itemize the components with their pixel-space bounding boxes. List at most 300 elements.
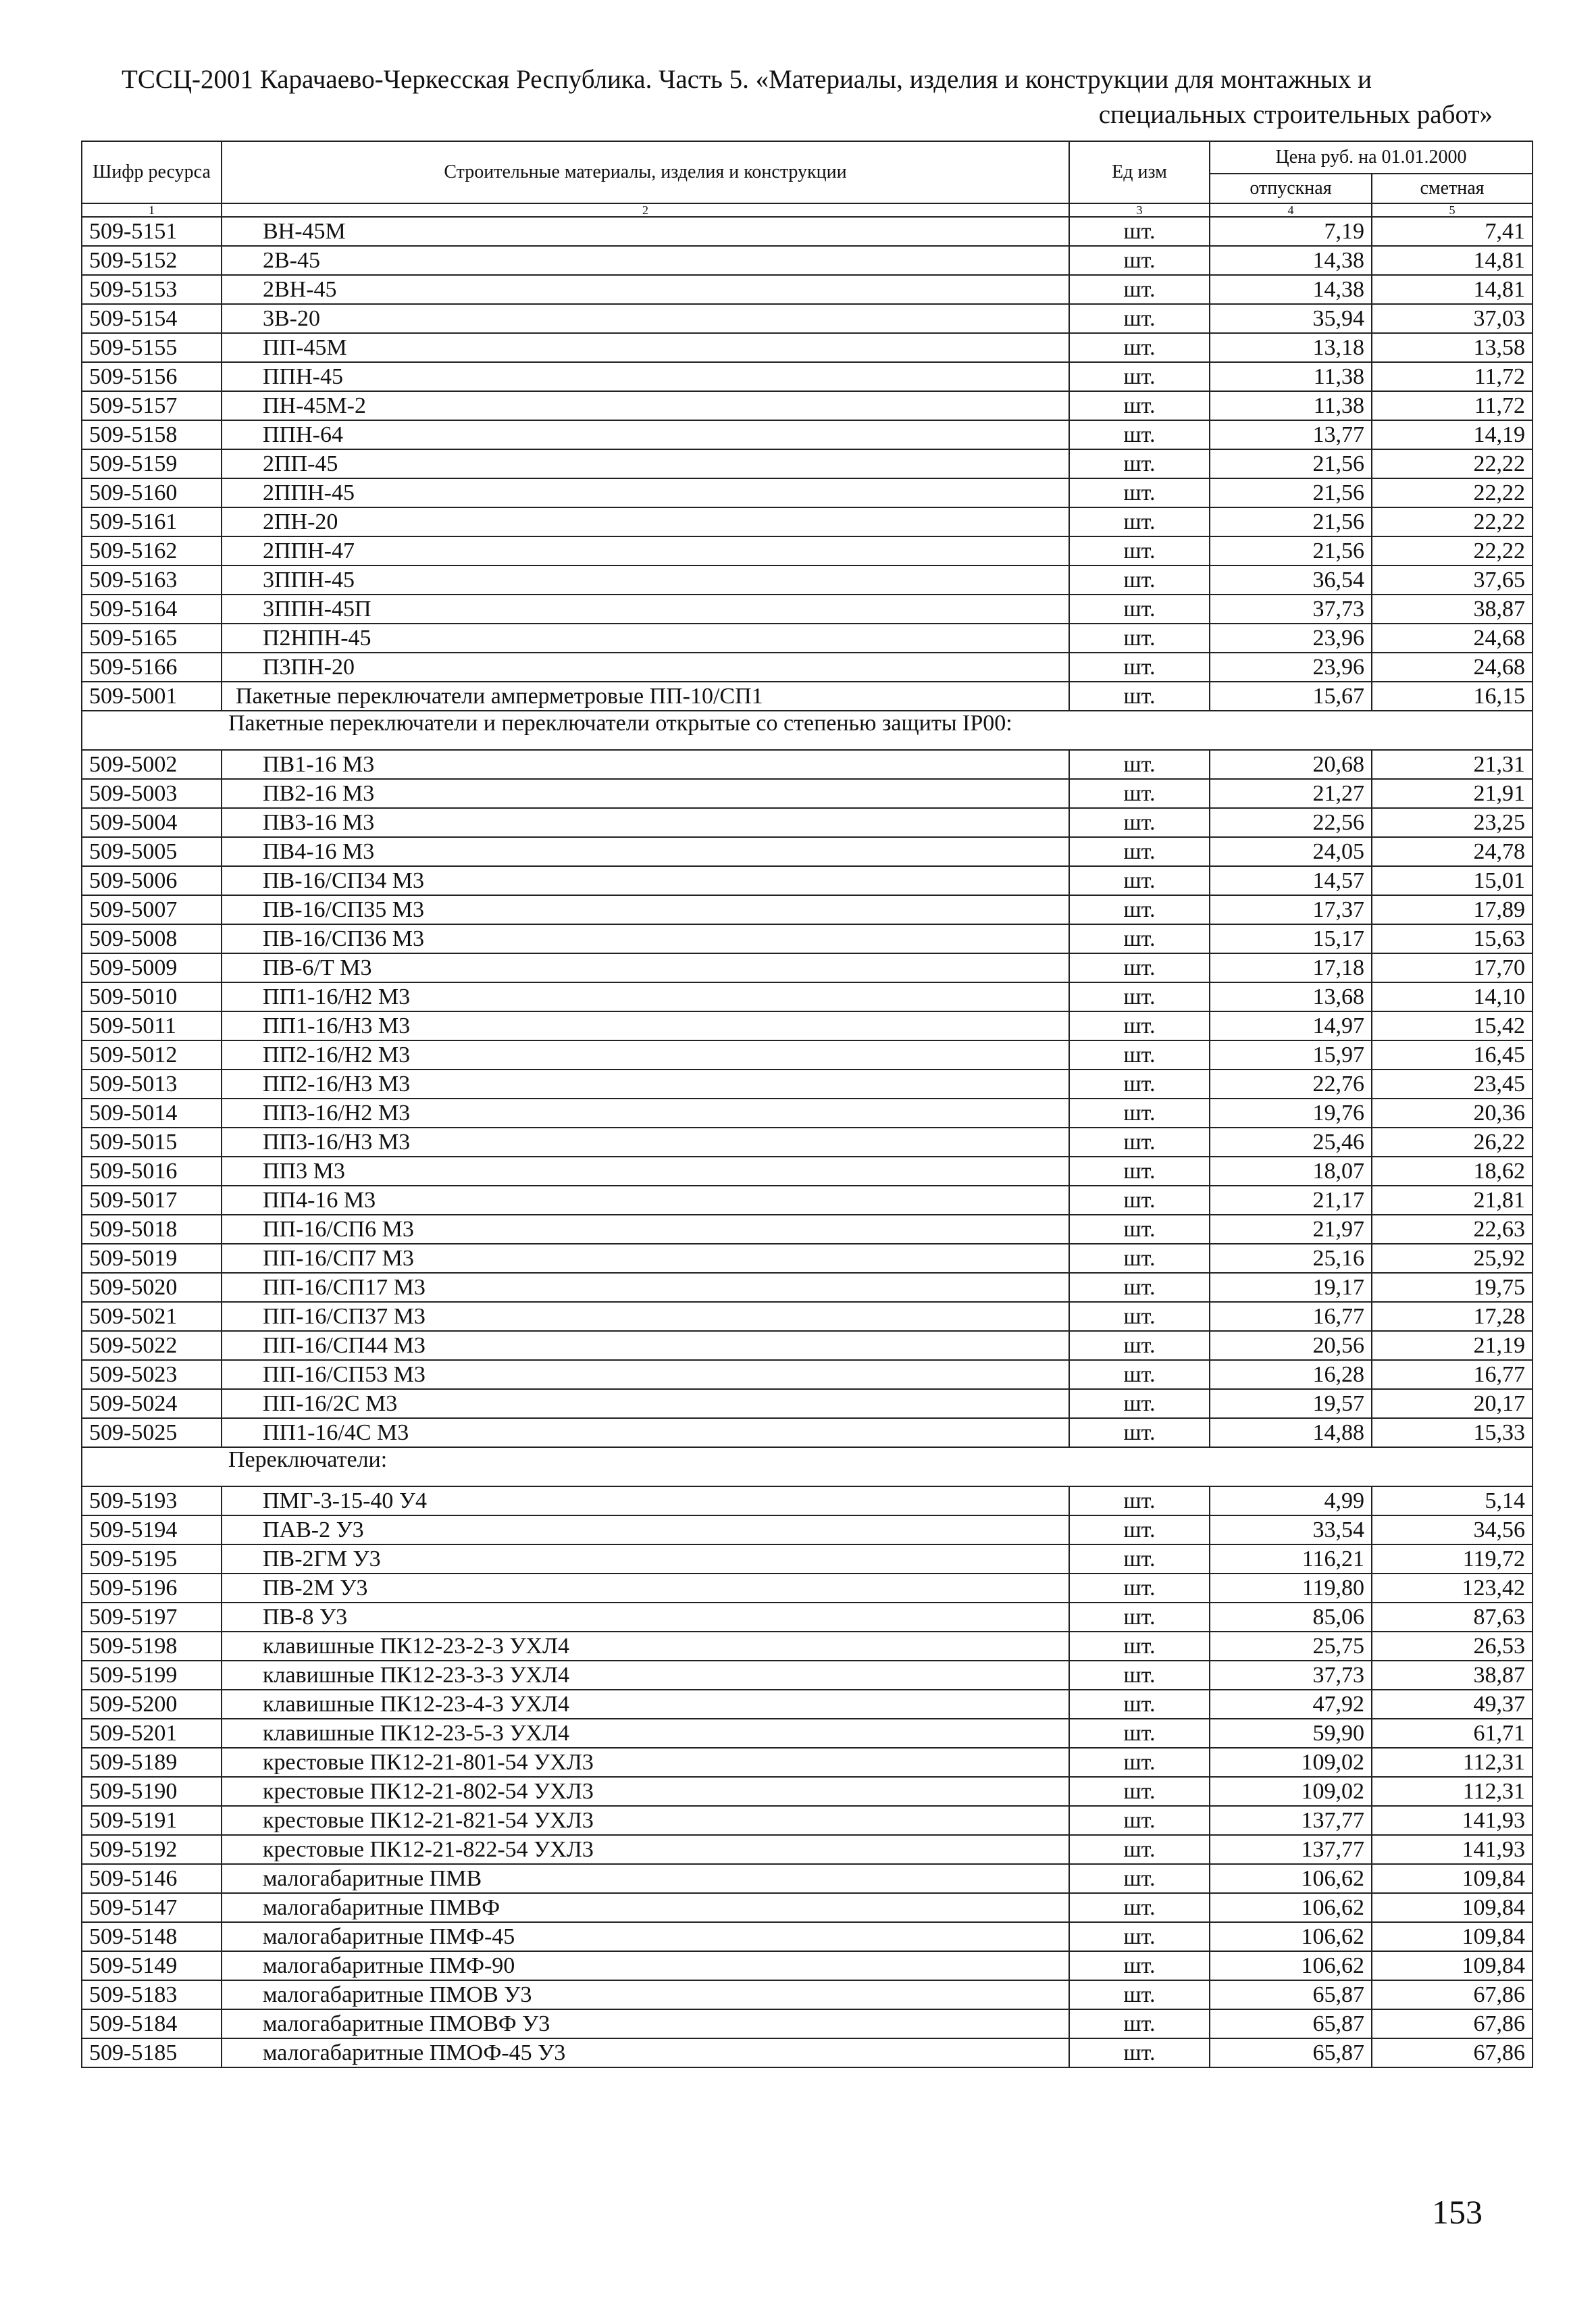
table-row xyxy=(82,624,1533,653)
resource-code: 509-5162 xyxy=(82,536,222,565)
release-price: 20,56 xyxy=(1210,1331,1372,1360)
release-price: 17,18 xyxy=(1210,953,1372,982)
resource-code: 509-5155 xyxy=(82,333,222,362)
unit-cell: шт. xyxy=(1069,1980,1210,2009)
unit-cell: шт. xyxy=(1069,1864,1210,1893)
unit-cell: шт. xyxy=(1069,304,1210,333)
unit-cell: шт. xyxy=(1069,1661,1210,1690)
estimate-price: 21,19 xyxy=(1372,1331,1533,1360)
table-row xyxy=(82,653,1533,682)
resource-code: 509-5153 xyxy=(82,275,222,304)
estimate-price: 22,22 xyxy=(1372,478,1533,507)
table-row xyxy=(82,895,1533,924)
table-row xyxy=(82,682,1533,711)
release-price: 119,80 xyxy=(1210,1574,1372,1603)
unit-cell: шт. xyxy=(1069,2009,1210,2038)
release-price: 33,54 xyxy=(1210,1515,1372,1544)
table-row xyxy=(82,1603,1533,1632)
table-row xyxy=(82,1893,1533,1922)
header-unit: Ед изм xyxy=(1069,141,1210,203)
release-price: 15,17 xyxy=(1210,924,1372,953)
resource-code: 509-5191 xyxy=(82,1806,222,1835)
estimate-price: 15,63 xyxy=(1372,924,1533,953)
unit-cell: шт. xyxy=(1069,1040,1210,1070)
release-price: 4,99 xyxy=(1210,1486,1372,1515)
resource-code: 509-5159 xyxy=(82,449,222,478)
resource-code: 509-5199 xyxy=(82,1661,222,1690)
table-row xyxy=(82,1719,1533,1748)
table-row xyxy=(82,420,1533,449)
estimate-price: 22,22 xyxy=(1372,449,1533,478)
estimate-price: 13,58 xyxy=(1372,333,1533,362)
release-price: 36,54 xyxy=(1210,565,1372,595)
table-row xyxy=(82,449,1533,478)
release-price: 109,02 xyxy=(1210,1748,1372,1777)
col-index: 2 xyxy=(222,203,1069,217)
estimate-price: 23,25 xyxy=(1372,808,1533,837)
material-name: ПВ1-16 М3 xyxy=(222,750,1069,779)
resource-code: 509-5190 xyxy=(82,1777,222,1806)
material-name: ПВ-6/Т М3 xyxy=(222,953,1069,982)
material-name: ПП-16/СП7 М3 xyxy=(222,1244,1069,1273)
material-name: ПП2-16/Н2 М3 xyxy=(222,1040,1069,1070)
table-row xyxy=(82,536,1533,565)
unit-cell: шт. xyxy=(1069,866,1210,895)
unit-cell: шт. xyxy=(1069,750,1210,779)
material-name: малогабаритные ПМВФ xyxy=(222,1893,1069,1922)
resource-code: 509-5015 xyxy=(82,1128,222,1157)
resource-code: 509-5189 xyxy=(82,1748,222,1777)
release-price: 106,62 xyxy=(1210,1893,1372,1922)
estimate-price: 22,22 xyxy=(1372,536,1533,565)
material-name: малогабаритные ПМВ xyxy=(222,1864,1069,1893)
material-name: ПП3-16/Н3 М3 xyxy=(222,1128,1069,1157)
material-name: 3В-20 xyxy=(222,304,1069,333)
unit-cell: шт. xyxy=(1069,624,1210,653)
estimate-price: 20,36 xyxy=(1372,1099,1533,1128)
table-row xyxy=(82,1748,1533,1777)
material-name: ПП1-16/4С М3 xyxy=(222,1418,1069,1447)
table-row xyxy=(82,1040,1533,1070)
estimate-price: 19,75 xyxy=(1372,1273,1533,1302)
resource-code: 509-5149 xyxy=(82,1951,222,1980)
release-price: 15,97 xyxy=(1210,1040,1372,1070)
material-name: ПВ-16/СП34 М3 xyxy=(222,866,1069,895)
resource-code: 509-5016 xyxy=(82,1157,222,1186)
table-row xyxy=(82,866,1533,895)
resource-code: 509-5165 xyxy=(82,624,222,653)
resource-code: 509-5183 xyxy=(82,1980,222,2009)
col-index: 1 xyxy=(82,203,222,217)
estimate-price: 67,86 xyxy=(1372,2038,1533,2067)
release-price: 21,97 xyxy=(1210,1215,1372,1244)
estimate-price: 24,78 xyxy=(1372,837,1533,866)
release-price: 106,62 xyxy=(1210,1922,1372,1951)
estimate-price: 34,56 xyxy=(1372,1515,1533,1544)
material-name: 2ПП-45 xyxy=(222,449,1069,478)
release-price: 14,88 xyxy=(1210,1418,1372,1447)
unit-cell: шт. xyxy=(1069,779,1210,808)
release-price: 65,87 xyxy=(1210,2009,1372,2038)
release-price: 24,05 xyxy=(1210,837,1372,866)
release-price: 14,57 xyxy=(1210,866,1372,895)
estimate-price: 23,45 xyxy=(1372,1070,1533,1099)
table-row xyxy=(82,565,1533,595)
release-price: 59,90 xyxy=(1210,1719,1372,1748)
table-row xyxy=(82,1835,1533,1864)
table-row xyxy=(82,1864,1533,1893)
unit-cell: шт. xyxy=(1069,1893,1210,1922)
release-price: 21,56 xyxy=(1210,536,1372,565)
unit-cell: шт. xyxy=(1069,1719,1210,1748)
resource-code: 509-5154 xyxy=(82,304,222,333)
estimate-price: 5,14 xyxy=(1372,1486,1533,1515)
estimate-price: 22,63 xyxy=(1372,1215,1533,1244)
resource-code: 509-5013 xyxy=(82,1070,222,1099)
material-name: крестовые ПК12-21-801-54 УХЛ3 xyxy=(222,1748,1069,1777)
table-row xyxy=(82,924,1533,953)
unit-cell: шт. xyxy=(1069,1099,1210,1128)
material-name: клавишные ПК12-23-3-3 УХЛ4 xyxy=(222,1661,1069,1690)
col-index: 5 xyxy=(1372,203,1533,217)
resource-code: 509-5200 xyxy=(82,1690,222,1719)
estimate-price: 38,87 xyxy=(1372,1661,1533,1690)
estimate-price: 26,53 xyxy=(1372,1632,1533,1661)
unit-cell: шт. xyxy=(1069,1128,1210,1157)
resource-code: 509-5018 xyxy=(82,1215,222,1244)
release-price: 21,27 xyxy=(1210,779,1372,808)
release-price: 14,38 xyxy=(1210,246,1372,275)
material-name: крестовые ПК12-21-822-54 УХЛ3 xyxy=(222,1835,1069,1864)
estimate-price: 109,84 xyxy=(1372,1922,1533,1951)
resource-code: 509-5148 xyxy=(82,1922,222,1951)
resource-code: 509-5157 xyxy=(82,391,222,420)
estimate-price: 15,33 xyxy=(1372,1418,1533,1447)
material-name: ПП-16/СП44 М3 xyxy=(222,1331,1069,1360)
unit-cell: шт. xyxy=(1069,2038,1210,2067)
resource-code: 509-5161 xyxy=(82,507,222,536)
resource-code: 509-5010 xyxy=(82,982,222,1011)
unit-cell: шт. xyxy=(1069,1574,1210,1603)
estimate-price: 17,89 xyxy=(1372,895,1533,924)
estimate-price: 17,70 xyxy=(1372,953,1533,982)
material-name: малогабаритные ПМОФ-45 У3 xyxy=(222,2038,1069,2067)
table-body xyxy=(82,217,1533,2067)
table-row xyxy=(82,1951,1533,1980)
table-row xyxy=(82,2038,1533,2067)
unit-cell: шт. xyxy=(1069,362,1210,391)
table-row xyxy=(82,1544,1533,1574)
estimate-price: 7,41 xyxy=(1372,217,1533,246)
resource-code: 509-5004 xyxy=(82,808,222,837)
release-price: 25,16 xyxy=(1210,1244,1372,1273)
material-name: 2ППН-45 xyxy=(222,478,1069,507)
resource-code: 509-5194 xyxy=(82,1515,222,1544)
estimate-price: 15,01 xyxy=(1372,866,1533,895)
release-price: 13,18 xyxy=(1210,333,1372,362)
resource-code: 509-5020 xyxy=(82,1273,222,1302)
estimate-price: 16,77 xyxy=(1372,1360,1533,1389)
resource-code: 509-5006 xyxy=(82,866,222,895)
unit-cell: шт. xyxy=(1069,1544,1210,1574)
resource-code: 509-5024 xyxy=(82,1389,222,1418)
release-price: 13,77 xyxy=(1210,420,1372,449)
unit-cell: шт. xyxy=(1069,1777,1210,1806)
estimate-price: 37,03 xyxy=(1372,304,1533,333)
estimate-price: 18,62 xyxy=(1372,1157,1533,1186)
unit-cell: шт. xyxy=(1069,837,1210,866)
material-name: крестовые ПК12-21-821-54 УХЛ3 xyxy=(222,1806,1069,1835)
table-row xyxy=(82,1922,1533,1951)
unit-cell: шт. xyxy=(1069,682,1210,711)
estimate-price: 123,42 xyxy=(1372,1574,1533,1603)
resource-code: 509-5185 xyxy=(82,2038,222,2067)
table-row xyxy=(82,1806,1533,1835)
estimate-price: 16,45 xyxy=(1372,1040,1533,1070)
table-row xyxy=(82,808,1533,837)
resource-code: 509-5014 xyxy=(82,1099,222,1128)
header-name: Строительные материалы, изделия и конструкции xyxy=(222,141,1069,203)
section-header-row xyxy=(82,711,1533,750)
material-name: ПП-16/СП37 М3 xyxy=(222,1302,1069,1331)
material-name: крестовые ПК12-21-802-54 УХЛ3 xyxy=(222,1777,1069,1806)
unit-cell: шт. xyxy=(1069,1389,1210,1418)
table-row xyxy=(82,779,1533,808)
resource-code: 509-5001 xyxy=(82,682,222,711)
estimate-price: 14,81 xyxy=(1372,275,1533,304)
material-name: ВН-45М xyxy=(222,217,1069,246)
release-price: 7,19 xyxy=(1210,217,1372,246)
table-row xyxy=(82,1418,1533,1447)
table-row xyxy=(82,595,1533,624)
release-price: 116,21 xyxy=(1210,1544,1372,1574)
estimate-price: 112,31 xyxy=(1372,1777,1533,1806)
unit-cell: шт. xyxy=(1069,478,1210,507)
material-name: ПП-45М xyxy=(222,333,1069,362)
material-name: клавишные ПК12-23-4-3 УХЛ4 xyxy=(222,1690,1069,1719)
table-row xyxy=(82,1690,1533,1719)
release-price: 19,17 xyxy=(1210,1273,1372,1302)
material-name: ПП1-16/Н3 М3 xyxy=(222,1011,1069,1040)
release-price: 37,73 xyxy=(1210,595,1372,624)
material-name: 3ППН-45 xyxy=(222,565,1069,595)
estimate-price: 67,86 xyxy=(1372,2009,1533,2038)
unit-cell: шт. xyxy=(1069,982,1210,1011)
unit-cell: шт. xyxy=(1069,1515,1210,1544)
material-name: П2НПН-45 xyxy=(222,624,1069,653)
material-name: ПП3 М3 xyxy=(222,1157,1069,1186)
table-row xyxy=(82,391,1533,420)
material-name: малогабаритные ПМФ-90 xyxy=(222,1951,1069,1980)
resource-code: 509-5158 xyxy=(82,420,222,449)
table-row xyxy=(82,1244,1533,1273)
estimate-price: 21,81 xyxy=(1372,1186,1533,1215)
resource-code: 509-5197 xyxy=(82,1603,222,1632)
estimate-price: 11,72 xyxy=(1372,362,1533,391)
resource-code: 509-5198 xyxy=(82,1632,222,1661)
resource-code: 509-5008 xyxy=(82,924,222,953)
table-row xyxy=(82,478,1533,507)
resource-code: 509-5164 xyxy=(82,595,222,624)
col-index: 3 xyxy=(1069,203,1210,217)
material-name: малогабаритные ПМОВФ У3 xyxy=(222,2009,1069,2038)
resource-code: 509-5151 xyxy=(82,217,222,246)
section-title: Пакетные переключатели и переключатели открытые со степенью защиты IP00: xyxy=(222,711,1533,750)
table-row xyxy=(82,982,1533,1011)
unit-cell: шт. xyxy=(1069,1486,1210,1515)
material-name: клавишные ПК12-23-5-3 УХЛ4 xyxy=(222,1719,1069,1748)
material-name: ПП1-16/Н2 М3 xyxy=(222,982,1069,1011)
resource-code: 509-5009 xyxy=(82,953,222,982)
release-price: 15,67 xyxy=(1210,682,1372,711)
resource-code: 509-5007 xyxy=(82,895,222,924)
unit-cell: шт. xyxy=(1069,1835,1210,1864)
release-price: 16,77 xyxy=(1210,1302,1372,1331)
unit-cell: шт. xyxy=(1069,595,1210,624)
material-name: ПВ-16/СП36 М3 xyxy=(222,924,1069,953)
estimate-price: 109,84 xyxy=(1372,1864,1533,1893)
estimate-price: 109,84 xyxy=(1372,1951,1533,1980)
unit-cell: шт. xyxy=(1069,1331,1210,1360)
estimate-price: 24,68 xyxy=(1372,653,1533,682)
estimate-price: 87,63 xyxy=(1372,1603,1533,1632)
unit-cell: шт. xyxy=(1069,653,1210,682)
material-name: ПП3-16/Н2 М3 xyxy=(222,1099,1069,1128)
table-row xyxy=(82,1070,1533,1099)
table-row xyxy=(82,1011,1533,1040)
release-price: 137,77 xyxy=(1210,1806,1372,1835)
header-price: Цена руб. на 01.01.2000 xyxy=(1210,141,1533,174)
release-price: 23,96 xyxy=(1210,624,1372,653)
table-row xyxy=(82,362,1533,391)
resource-code: 509-5147 xyxy=(82,1893,222,1922)
estimate-price: 21,91 xyxy=(1372,779,1533,808)
estimate-price: 14,81 xyxy=(1372,246,1533,275)
material-name: малогабаритные ПМОВ У3 xyxy=(222,1980,1069,2009)
material-name: 2ВН-45 xyxy=(222,275,1069,304)
estimate-price: 141,93 xyxy=(1372,1806,1533,1835)
table-row xyxy=(82,1389,1533,1418)
estimate-price: 109,84 xyxy=(1372,1893,1533,1922)
release-price: 35,94 xyxy=(1210,304,1372,333)
table-row xyxy=(82,304,1533,333)
material-name: ПМГ-3-15-40 У4 xyxy=(222,1486,1069,1515)
release-price: 106,62 xyxy=(1210,1864,1372,1893)
table-row xyxy=(82,246,1533,275)
material-name: 2ППН-47 xyxy=(222,536,1069,565)
release-price: 14,97 xyxy=(1210,1011,1372,1040)
estimate-price: 14,10 xyxy=(1372,982,1533,1011)
page-title xyxy=(81,62,1493,132)
material-name: 3ППН-45П xyxy=(222,595,1069,624)
resource-code: 509-5003 xyxy=(82,779,222,808)
material-name: ППН-64 xyxy=(222,420,1069,449)
unit-cell: шт. xyxy=(1069,246,1210,275)
release-price: 14,38 xyxy=(1210,275,1372,304)
release-price: 37,73 xyxy=(1210,1661,1372,1690)
unit-cell: шт. xyxy=(1069,507,1210,536)
section-code-cell xyxy=(82,711,222,750)
resource-code: 509-5163 xyxy=(82,565,222,595)
table-row xyxy=(82,1128,1533,1157)
unit-cell: шт. xyxy=(1069,1922,1210,1951)
column-index-row xyxy=(82,203,1533,217)
table-row xyxy=(82,507,1533,536)
unit-cell: шт. xyxy=(1069,536,1210,565)
table-header xyxy=(82,141,1533,217)
page-number: 153 xyxy=(1432,2193,1483,2231)
table-row xyxy=(82,1099,1533,1128)
release-price: 17,37 xyxy=(1210,895,1372,924)
estimate-price: 22,22 xyxy=(1372,507,1533,536)
table-row xyxy=(82,1360,1533,1389)
material-name: ПВ-8 У3 xyxy=(222,1603,1069,1632)
table-row xyxy=(82,1273,1533,1302)
unit-cell: шт. xyxy=(1069,1603,1210,1632)
material-name: ПП2-16/Н3 М3 xyxy=(222,1070,1069,1099)
release-price: 25,46 xyxy=(1210,1128,1372,1157)
resource-code: 509-5146 xyxy=(82,1864,222,1893)
estimate-price: 25,92 xyxy=(1372,1244,1533,1273)
release-price: 23,96 xyxy=(1210,653,1372,682)
table-row xyxy=(82,275,1533,304)
unit-cell: шт. xyxy=(1069,1011,1210,1040)
material-name: ПВ-2М У3 xyxy=(222,1574,1069,1603)
resource-code: 509-5196 xyxy=(82,1574,222,1603)
release-price: 25,75 xyxy=(1210,1632,1372,1661)
estimate-price: 20,17 xyxy=(1372,1389,1533,1418)
material-name: ПВ-16/СП35 М3 xyxy=(222,895,1069,924)
unit-cell: шт. xyxy=(1069,1244,1210,1273)
resource-code: 509-5193 xyxy=(82,1486,222,1515)
col-index: 4 xyxy=(1210,203,1372,217)
price-table xyxy=(81,141,1533,2068)
table-row xyxy=(82,1661,1533,1690)
estimate-price: 21,31 xyxy=(1372,750,1533,779)
resource-code: 509-5022 xyxy=(82,1331,222,1360)
table-row xyxy=(82,1632,1533,1661)
release-price: 109,02 xyxy=(1210,1777,1372,1806)
estimate-price: 49,37 xyxy=(1372,1690,1533,1719)
resource-code: 509-5017 xyxy=(82,1186,222,1215)
release-price: 106,62 xyxy=(1210,1951,1372,1980)
unit-cell: шт. xyxy=(1069,1157,1210,1186)
release-price: 18,07 xyxy=(1210,1157,1372,1186)
release-price: 22,76 xyxy=(1210,1070,1372,1099)
table-row xyxy=(82,750,1533,779)
resource-code: 509-5025 xyxy=(82,1418,222,1447)
release-price: 65,87 xyxy=(1210,1980,1372,2009)
unit-cell: шт. xyxy=(1069,420,1210,449)
table-row xyxy=(82,1777,1533,1806)
table-row xyxy=(82,1486,1533,1515)
table-row xyxy=(82,217,1533,246)
unit-cell: шт. xyxy=(1069,953,1210,982)
estimate-price: 119,72 xyxy=(1372,1544,1533,1574)
table-row xyxy=(82,1515,1533,1544)
release-price: 11,38 xyxy=(1210,391,1372,420)
unit-cell: шт. xyxy=(1069,1748,1210,1777)
release-price: 13,68 xyxy=(1210,982,1372,1011)
header-estimate: сметная xyxy=(1372,174,1533,203)
table-row xyxy=(82,1215,1533,1244)
material-name: П3ПН-20 xyxy=(222,653,1069,682)
unit-cell: шт. xyxy=(1069,895,1210,924)
material-name: ПВ3-16 М3 xyxy=(222,808,1069,837)
estimate-price: 112,31 xyxy=(1372,1748,1533,1777)
unit-cell: шт. xyxy=(1069,275,1210,304)
release-price: 85,06 xyxy=(1210,1603,1372,1632)
